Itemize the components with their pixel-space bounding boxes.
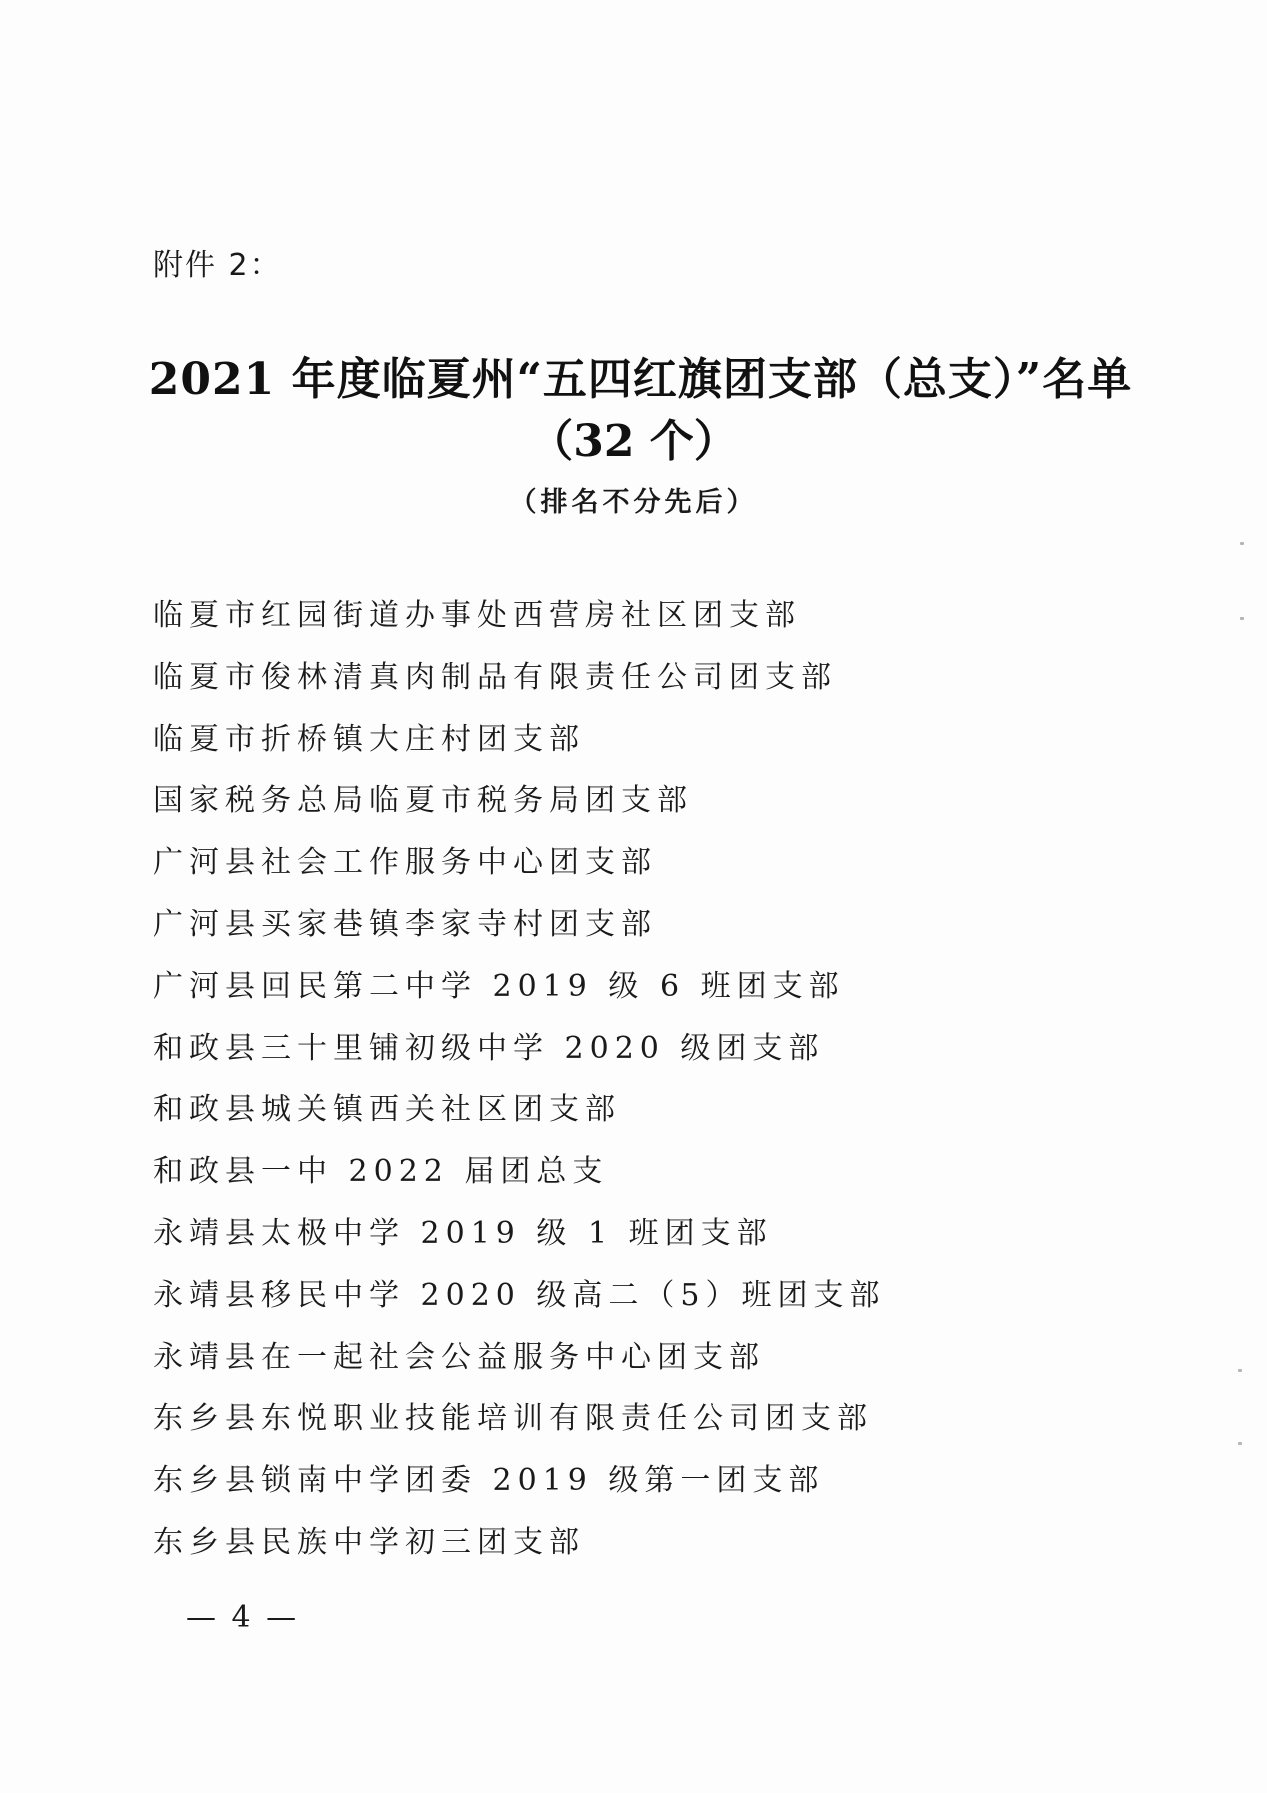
list-item: 东乡县东悦职业技能培训有限责任公司团支部 xyxy=(153,1401,873,1437)
list-item: 东乡县锁南中学团委 2019 级第一团支部 xyxy=(153,1463,825,1499)
document-title-count: （32 个） xyxy=(529,416,738,467)
list-item: 东乡县民族中学初三团支部 xyxy=(153,1524,585,1560)
list-item: 永靖县移民中学 2020 级高二（5）班团支部 xyxy=(153,1277,886,1313)
attachment-label: 附件 2： xyxy=(153,248,282,283)
list-item: 临夏市红园街道办事处西营房社区团支部 xyxy=(153,598,801,633)
list-item: 和政县三十里铺初级中学 2020 级团支部 xyxy=(153,1030,825,1066)
list-item: 和政县城关镇西关社区团支部 xyxy=(153,1092,621,1128)
scan-speck xyxy=(1240,617,1244,620)
list-item: 临夏市俊林清真肉制品有限责任公司团支部 xyxy=(153,659,837,695)
document-title: 2021 年度临夏州“五四红旗团支部（总支）”名单 xyxy=(148,354,1133,405)
list-item: 永靖县太极中学 2019 级 1 班团支部 xyxy=(153,1215,773,1251)
list-item: 和政县一中 2022 届团总支 xyxy=(153,1154,609,1190)
list-item: 广河县买家巷镇李家寺村团支部 xyxy=(153,906,657,942)
list-item: 国家税务总局临夏市税务局团支部 xyxy=(153,783,693,819)
scan-speck xyxy=(1238,1369,1242,1372)
list-item: 广河县回民第二中学 2019 级 6 班团支部 xyxy=(153,968,845,1004)
entry-list xyxy=(153,596,886,1585)
scan-speck xyxy=(1240,542,1244,545)
list-item: 永靖县在一起社会公益服务中心团支部 xyxy=(153,1339,765,1375)
document-subtitle: （排名不分先后） xyxy=(509,487,758,518)
list-item: 临夏市折桥镇大庄村团支部 xyxy=(153,721,585,757)
scan-speck xyxy=(1238,1442,1242,1445)
page-number: — 4 — xyxy=(186,1600,300,1635)
list-item: 广河县社会工作服务中心团支部 xyxy=(153,845,657,881)
